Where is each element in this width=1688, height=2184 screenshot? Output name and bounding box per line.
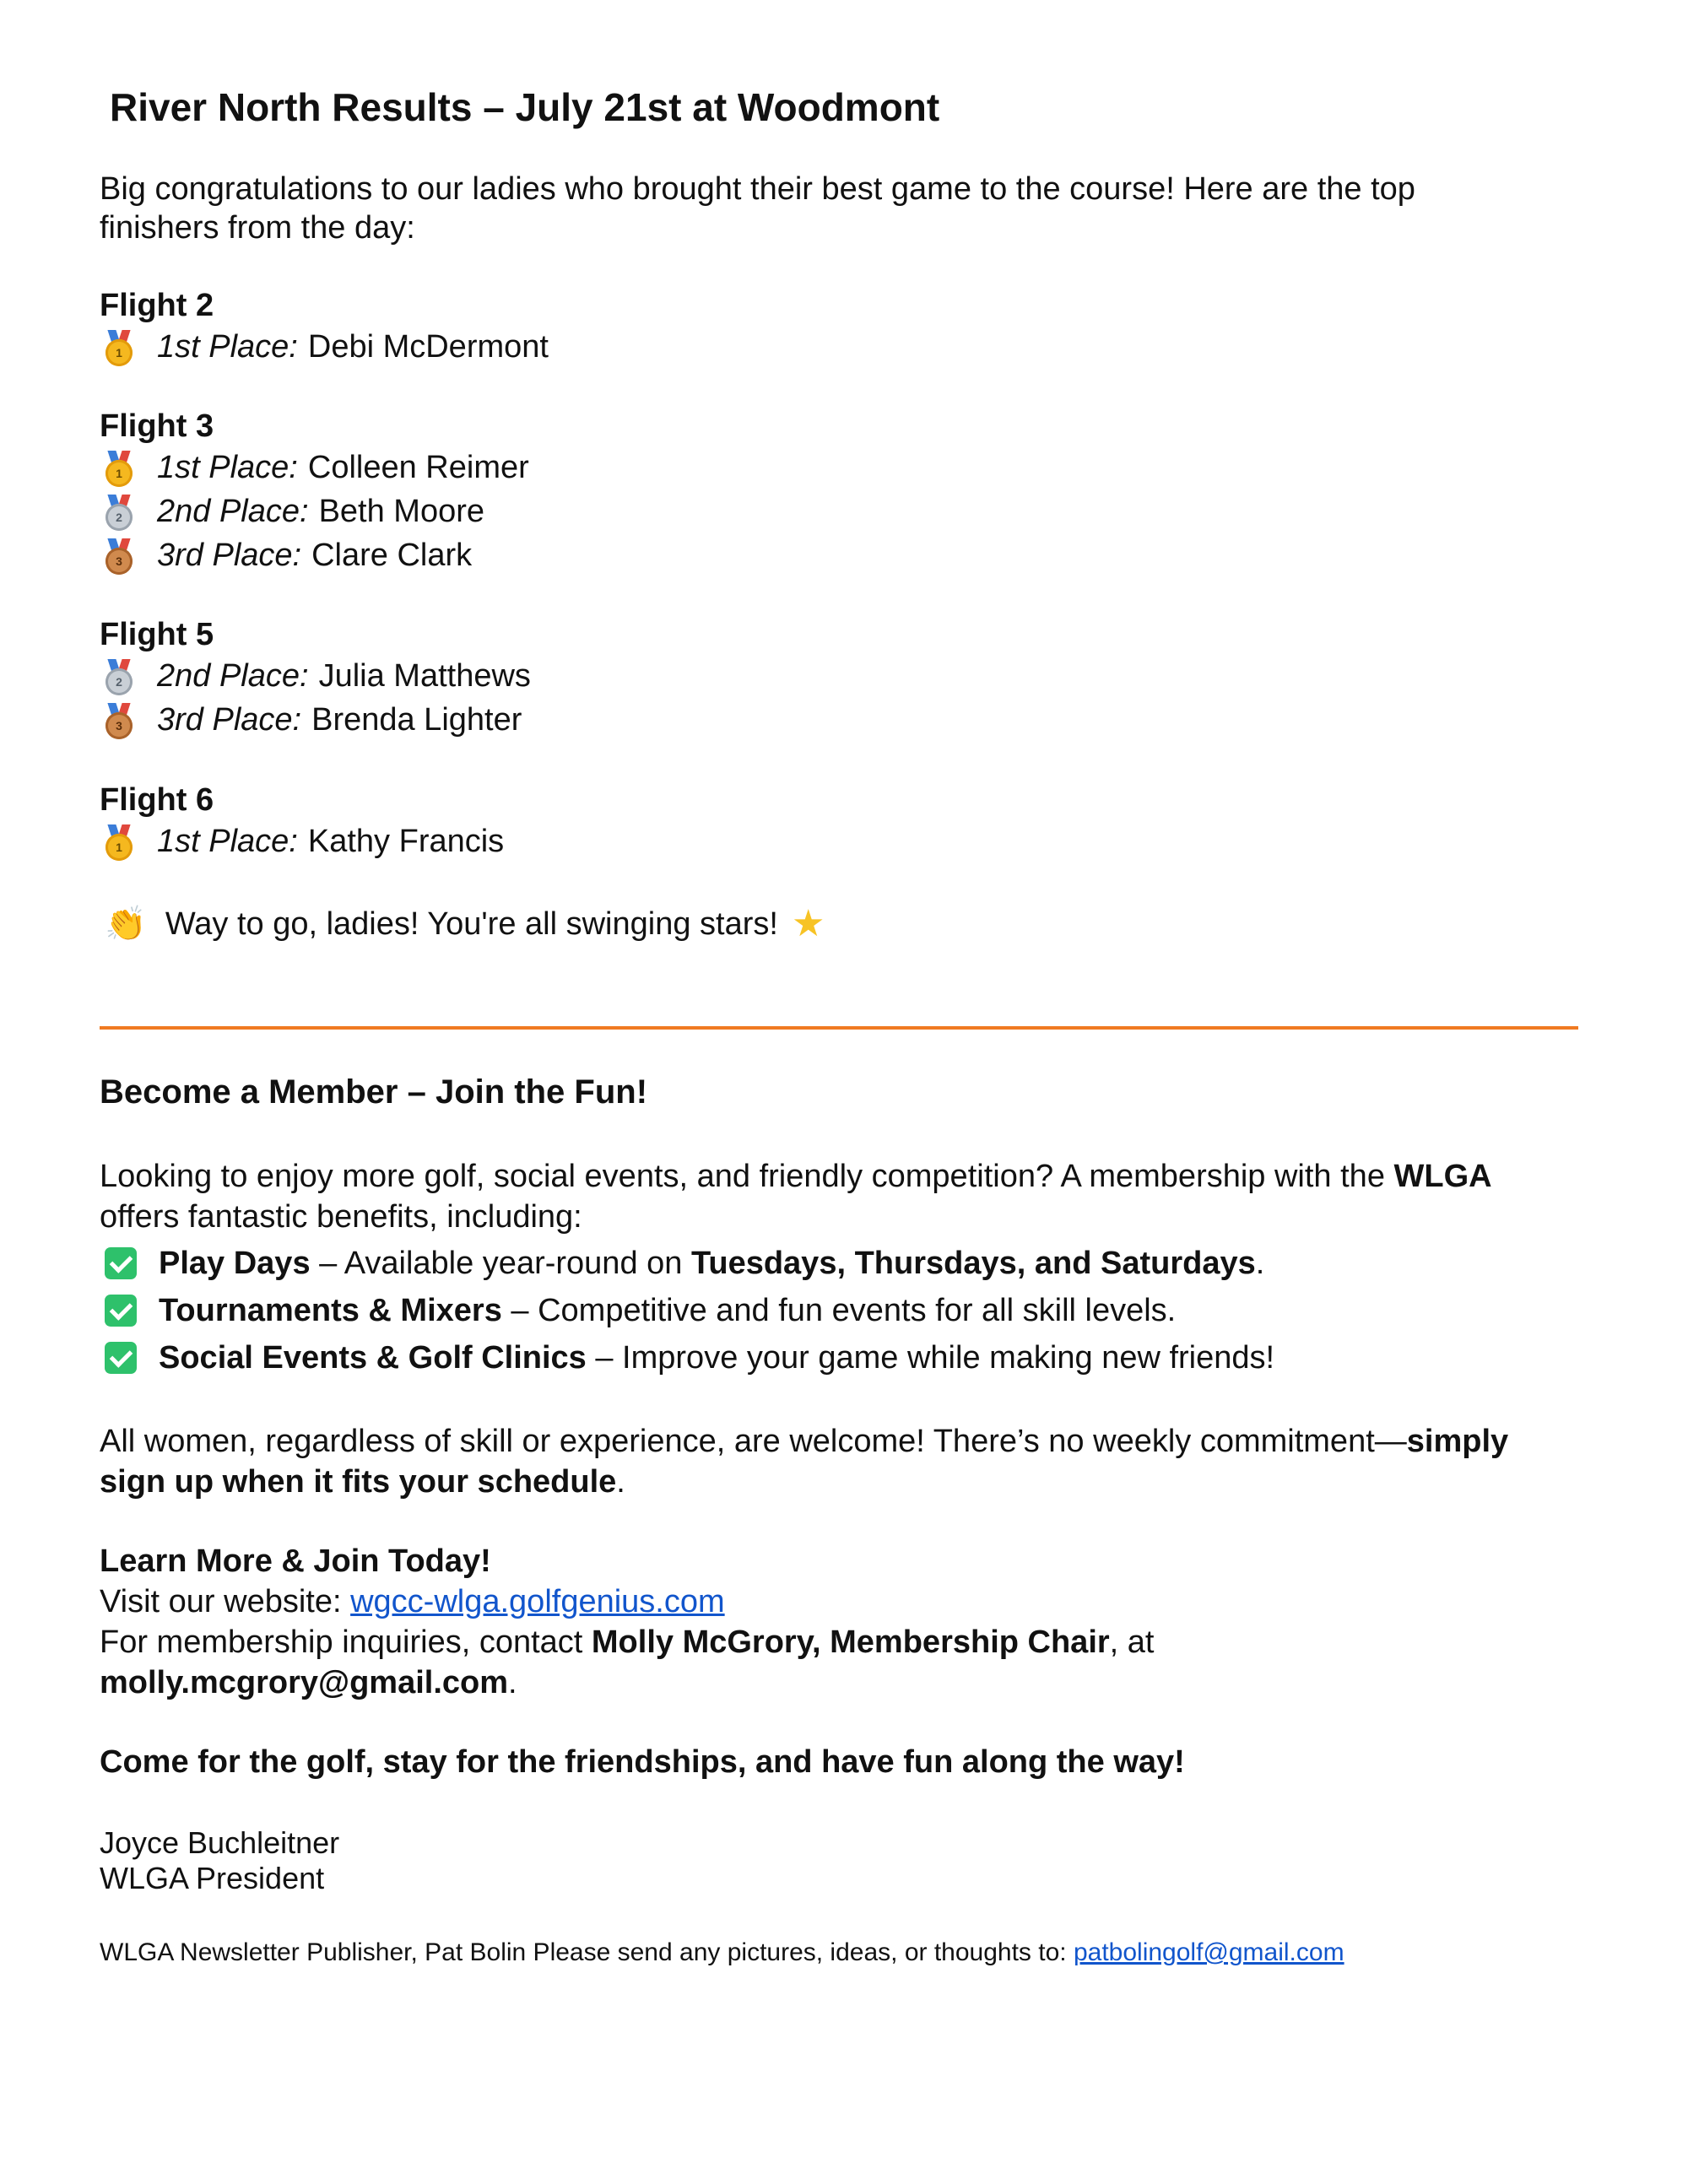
- gold-medal-icon: 1: [105, 328, 133, 365]
- place-row: [105, 326, 549, 368]
- benefit-title: Tournaments & Mixers: [159, 1293, 502, 1328]
- footer-email-link[interactable]: patbolingolf@gmail.com: [1073, 1938, 1344, 1966]
- footer-line: WLGA Newsletter Publisher, Pat Bolin Please send any pictures, ideas, or thoughts to: patbolingolf@gmail.com: [100, 1938, 1344, 1966]
- results-intro-line2: finishers from the day:: [100, 210, 415, 246]
- silver-medal-icon: 2: [105, 657, 133, 695]
- learn-more-heading: Learn More & Join Today!: [100, 1543, 491, 1579]
- flight-heading: Flight 6: [100, 782, 214, 818]
- results-title: River North Results – July 21st at Woodmont: [110, 85, 940, 129]
- benefit-title: Play Days: [159, 1246, 311, 1281]
- place-label: 3rd Place:: [157, 538, 302, 573]
- checkmark-icon: [105, 1295, 137, 1327]
- results-intro-line1: Big congratulations to our ladies who brought their best game to the course! Here are the top: [100, 171, 1415, 207]
- signature-name: Joyce Buchleitner: [100, 1825, 340, 1860]
- player-name: Brenda Lighter: [311, 702, 522, 738]
- player-name: Beth Moore: [318, 494, 485, 529]
- player-name: Debi McDermont: [307, 329, 549, 365]
- player-name: Kathy Francis: [307, 824, 505, 859]
- signature-title: WLGA President: [100, 1861, 325, 1895]
- place-row: [105, 655, 531, 697]
- place-row: [105, 820, 504, 862]
- player-name: Colleen Reimer: [307, 450, 529, 485]
- place-row: [105, 446, 529, 489]
- flight-heading: Flight 5: [100, 617, 214, 652]
- benefit-title: Social Events & Golf Clinics: [159, 1340, 587, 1376]
- place-label: 1st Place:: [157, 450, 298, 485]
- benefit-item: Play Days – Available year-round on Tuesdays, Thursdays, and Saturdays.: [105, 1240, 1264, 1287]
- place-label: 1st Place:: [157, 329, 298, 365]
- contact-email: molly.mcgrory@gmail.com: [100, 1665, 509, 1700]
- contact-line: For membership inquiries, contact Molly McGrory, Membership Chair, at: [100, 1624, 1155, 1660]
- membership-intro-line1: Looking to enjoy more golf, social events, and friendly competition? A membership with the WLGA: [100, 1159, 1492, 1194]
- cheer-text: Way to go, ladies! You're all swinging stars!: [165, 906, 778, 942]
- gold-medal-icon: 1: [105, 823, 133, 860]
- flight-heading: Flight 3: [100, 408, 214, 444]
- benefit-item: Social Events & Golf Clinics – Improve your game while making new friends!: [105, 1334, 1274, 1381]
- membership-intro-line2: offers fantastic benefits, including:: [100, 1199, 582, 1235]
- checkmark-icon: [105, 1247, 137, 1279]
- section-divider: [100, 1026, 1578, 1030]
- player-name: Clare Clark: [311, 538, 473, 573]
- bronze-medal-icon: 3: [105, 701, 133, 738]
- place-label: 1st Place:: [157, 824, 298, 859]
- place-row: [105, 699, 522, 741]
- place-row: [105, 534, 472, 576]
- benefit-item: Tournaments & Mixers – Competitive and fun events for all skill levels.: [105, 1287, 1176, 1334]
- silver-medal-icon: 2: [105, 493, 133, 530]
- closing-line: Come for the golf, stay for the friendships, and have fun along the way!: [100, 1744, 1185, 1780]
- website-link[interactable]: wgcc-wlga.golfgenius.com: [350, 1584, 725, 1619]
- place-label: 2nd Place:: [157, 494, 309, 529]
- flight-heading: Flight 2: [100, 288, 214, 323]
- checkmark-icon: [105, 1342, 137, 1374]
- website-line: Visit our website: wgcc-wlga.golfgenius.com: [100, 1584, 725, 1619]
- cheer-line: [105, 903, 825, 945]
- welcome-line2: sign up when it fits your schedule.: [100, 1464, 625, 1500]
- player-name: Julia Matthews: [318, 658, 531, 694]
- place-row: [105, 490, 484, 532]
- contact-email-line: molly.mcgrory@gmail.com.: [100, 1665, 517, 1700]
- clapping-hands-icon: 👏: [105, 905, 147, 943]
- membership-heading: Become a Member – Join the Fun!: [100, 1073, 648, 1111]
- star-icon: ★: [791, 903, 825, 944]
- gold-medal-icon: 1: [105, 449, 133, 486]
- bronze-medal-icon: 3: [105, 537, 133, 574]
- place-label: 2nd Place:: [157, 658, 309, 694]
- welcome-line1: All women, regardless of skill or experience, are welcome! There’s no weekly commitment—simply: [100, 1424, 1509, 1459]
- place-label: 3rd Place:: [157, 702, 302, 738]
